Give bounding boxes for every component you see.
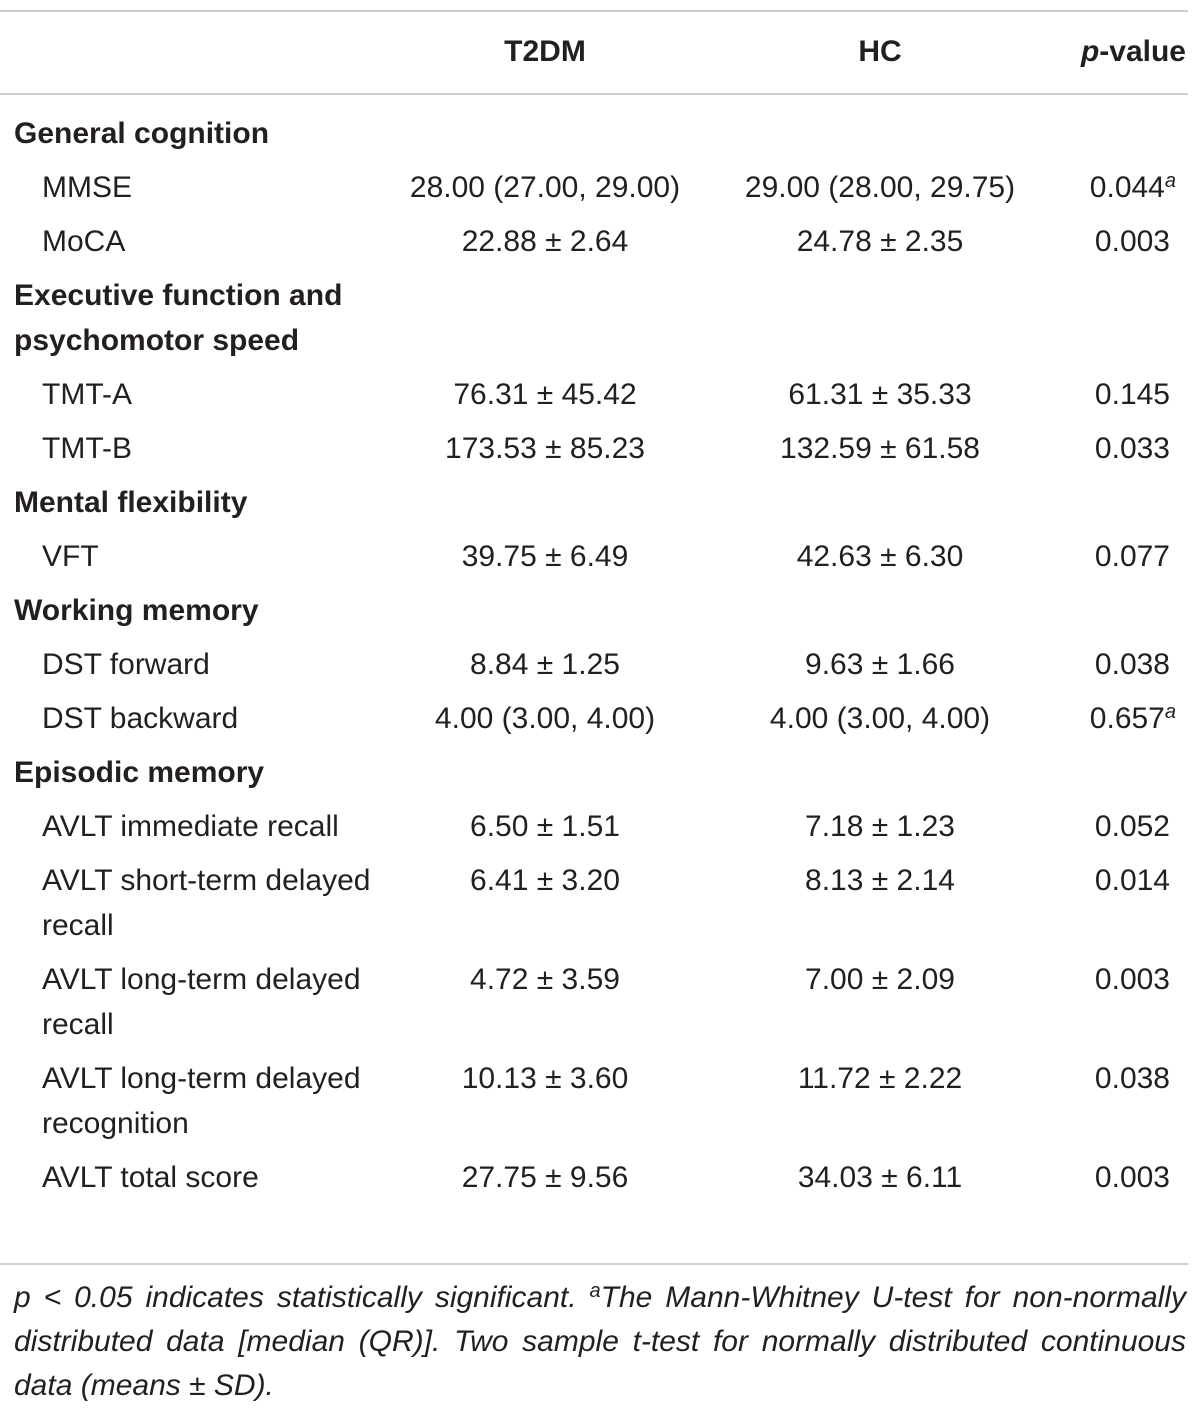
cell-t2dm: 6.50 ± 1.51 [470,810,620,843]
cell-t2dm: 39.75 ± 6.49 [461,540,629,573]
p-value-text: 0.077 [1094,540,1170,573]
cell-t2dm: 22.88 ± 2.64 [461,225,629,258]
table-row [0,534,1188,588]
section-row [0,750,1188,804]
cognitive-tests-table [0,10,1188,1209]
cell-p-value [1050,165,1188,219]
cell-hc: 24.78 ± 2.35 [796,225,964,258]
cell-t2dm: 4.72 ± 3.59 [470,963,620,996]
header-row [0,10,1188,93]
p-value-text: 0.052 [1094,810,1170,843]
header-hc: HC [858,35,902,68]
cell-hc: 132.59 ± 61.58 [780,432,980,465]
cell-t2dm: 28.00 (27.00, 29.00) [409,171,681,204]
table-row [0,696,1188,750]
table-footnote [14,1276,1186,1408]
section-title: Executive function and psychomotor speed [14,279,343,357]
footnote-part2: The Mann-Whitney U-test for non-normally distributed data [median (QR)]. Two sample t-test for normally distributed continuous data (means ± SD). [14,1281,1186,1402]
p-value-text: 0.033 [1094,432,1170,465]
cell-p-value [1050,219,1188,273]
cell-hc: 4.00 (3.00, 4.00) [769,702,991,735]
row-label: AVLT immediate recall [42,810,339,843]
section-title: Episodic memory [14,756,265,789]
section-row [0,588,1188,642]
cell-hc: 7.00 ± 2.09 [805,963,955,996]
section-empty-cell [710,480,1050,534]
table-row [0,219,1188,273]
footnote-sup: a [589,1280,601,1302]
cell-hc: 8.13 ± 2.14 [805,864,955,897]
cell-hc: 42.63 ± 6.30 [796,540,964,573]
p-value-text: 0.044 [1089,171,1165,204]
section-empty-cell [1050,588,1188,642]
section-empty-cell [380,480,710,534]
row-label: DST forward [42,648,210,681]
section-empty-cell [710,588,1050,642]
section-empty-cell [710,93,1050,165]
header-label-column [0,10,380,93]
section-title: Working memory [14,594,259,627]
p-value-text: 0.657 [1089,702,1165,735]
cell-p-value [1050,1056,1188,1155]
section-empty-cell [710,273,1050,372]
header-p-italic: p [1080,35,1100,68]
cell-hc: 9.63 ± 1.66 [805,648,955,681]
cell-p-value [1050,426,1188,480]
cell-p-value [1050,858,1188,957]
row-label: AVLT long-term delayed recognition [42,1062,361,1140]
section-empty-cell [1050,93,1188,165]
cell-hc: 29.00 (28.00, 29.75) [744,171,1016,204]
table-row [0,1056,1188,1155]
section-row [0,480,1188,534]
row-label: DST backward [42,702,239,735]
p-value-text: 0.145 [1094,378,1170,411]
row-label: TMT-A [42,378,132,411]
table-row [0,957,1188,1056]
cell-p-value [1050,804,1188,858]
cell-hc: 61.31 ± 35.33 [788,378,972,411]
row-label: AVLT short-term delayed recall [42,864,371,942]
section-row [0,93,1188,165]
table-row [0,426,1188,480]
p-value-superscript: a [1164,170,1176,192]
table-row [0,642,1188,696]
row-label: MoCA [42,225,126,258]
footnote-part1: p < 0.05 indicates statistically significant. [14,1281,590,1314]
header-p-suffix: -value [1099,35,1186,68]
p-value-text: 0.038 [1094,1062,1170,1095]
cell-t2dm: 6.41 ± 3.20 [470,864,620,897]
row-label: AVLT long-term delayed recall [42,963,361,1041]
cell-p-value [1050,642,1188,696]
cell-p-value [1050,534,1188,588]
table-row [0,1155,1188,1209]
cell-t2dm: 10.13 ± 3.60 [461,1062,629,1095]
table-row [0,165,1188,219]
p-value-text: 0.014 [1094,864,1170,897]
section-title: General cognition [14,117,270,150]
section-empty-cell [380,588,710,642]
section-title: Mental flexibility [14,486,248,519]
p-value-text: 0.003 [1094,1161,1170,1194]
p-value-superscript: a [1164,701,1176,723]
section-empty-cell [380,93,710,165]
table-body [0,93,1188,1209]
row-label: MMSE [42,171,132,204]
section-row [0,273,1188,372]
cell-hc: 11.72 ± 2.22 [797,1062,963,1095]
p-value-text: 0.003 [1094,963,1170,996]
cell-p-value [1050,696,1188,750]
table-row [0,804,1188,858]
row-label: VFT [42,540,99,573]
cell-p-value [1050,1155,1188,1209]
bottom-rule [0,1263,1188,1265]
section-empty-cell [380,273,710,372]
header-p-value [1050,10,1188,93]
table-row [0,858,1188,957]
cell-p-value [1050,957,1188,1056]
section-empty-cell [1050,273,1188,372]
cell-hc: 34.03 ± 6.11 [797,1161,963,1194]
row-label: AVLT total score [42,1161,259,1194]
section-empty-cell [1050,480,1188,534]
table-row [0,372,1188,426]
p-value-text: 0.038 [1094,648,1170,681]
section-empty-cell [380,750,710,804]
header-t2dm: T2DM [504,35,586,68]
section-empty-cell [710,750,1050,804]
section-empty-cell [1050,750,1188,804]
cell-t2dm: 76.31 ± 45.42 [453,378,637,411]
cell-t2dm: 173.53 ± 85.23 [445,432,645,465]
cell-p-value [1050,372,1188,426]
cell-t2dm: 4.00 (3.00, 4.00) [434,702,656,735]
p-value-text: 0.003 [1094,225,1170,258]
cell-hc: 7.18 ± 1.23 [805,810,955,843]
cell-t2dm: 27.75 ± 9.56 [461,1161,629,1194]
cell-t2dm: 8.84 ± 1.25 [470,648,620,681]
row-label: TMT-B [42,432,132,465]
